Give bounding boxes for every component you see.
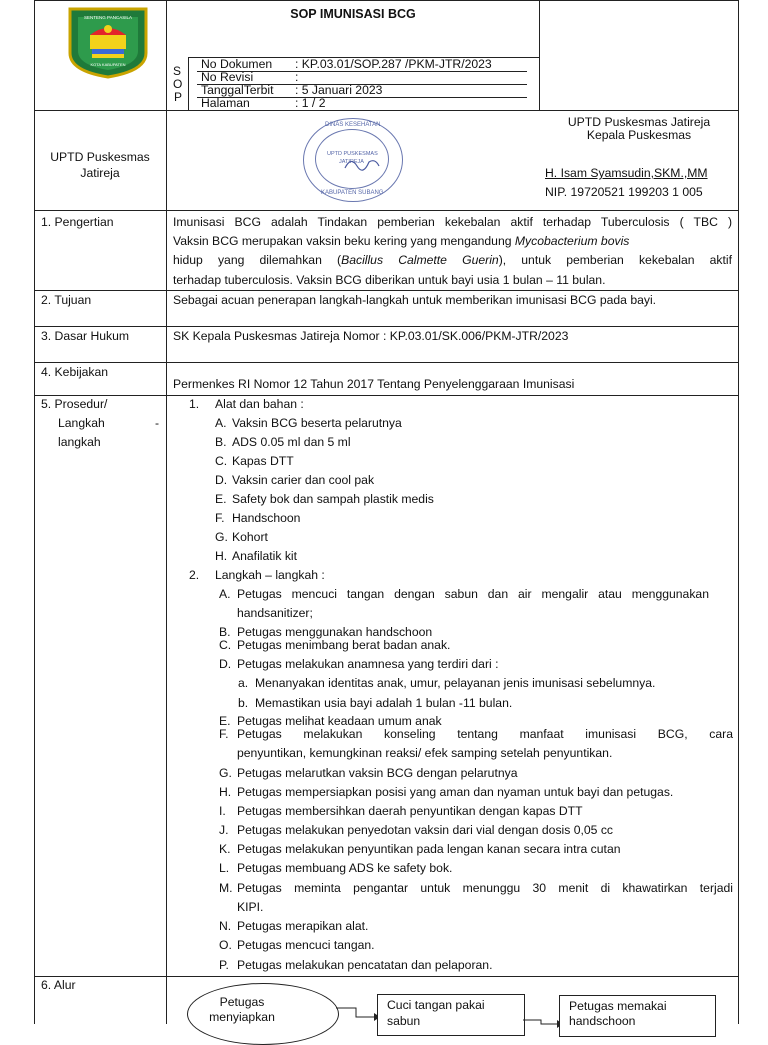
step-a-line1: Petugas mencuci tangan dengan sabun dan air mengalir atau menggunakan bbox=[237, 587, 709, 601]
meta-label-tanggal: TanggalTerbit bbox=[201, 83, 274, 97]
step-b: Petugas menggunakan handschoon bbox=[237, 625, 433, 639]
list-item-key: B. bbox=[215, 435, 227, 449]
stamp-text-mid2: JATIREJA bbox=[339, 159, 364, 165]
langkah-number: 2. bbox=[189, 568, 200, 582]
logo bbox=[68, 7, 148, 79]
list-item-key: G. bbox=[215, 530, 228, 544]
step-c: Petugas menimbang berat badan anak. bbox=[237, 638, 451, 652]
step-key: H. bbox=[219, 785, 232, 799]
pengertian-line2 bbox=[173, 234, 629, 248]
list-item-key: D. bbox=[215, 473, 228, 487]
substep-key: a. bbox=[238, 676, 249, 690]
step-key: I. bbox=[219, 804, 226, 818]
step-i: Petugas membersihkan daerah penyuntikan dengan kapas DTT bbox=[237, 804, 583, 818]
step-key: D. bbox=[219, 657, 232, 671]
substep-key: b. bbox=[238, 696, 249, 710]
step-d-a: Menanyakan identitas anak, umur, pelayanan jenis imunisasi sebelumnya. bbox=[255, 676, 656, 690]
stamp-text-top: DINAS KESEHATAN bbox=[325, 122, 381, 128]
step-key: J. bbox=[219, 823, 229, 837]
page-title: SOP IMUNISASI BCG bbox=[290, 7, 416, 21]
step-key: E. bbox=[219, 714, 231, 728]
flow-box3-line2: handschoon bbox=[569, 1014, 636, 1028]
meta-label-no-revisi: No Revisi bbox=[201, 70, 254, 84]
step-key: N. bbox=[219, 919, 232, 933]
list-item-key: H. bbox=[215, 549, 228, 563]
step-key: F. bbox=[219, 727, 229, 741]
step-k: Petugas melakukan penyuntikan pada lengan kanan secara intra cutan bbox=[237, 842, 621, 856]
kebijakan-text: Permenkes RI Nomor 12 Tahun 2017 Tentang Penyelenggaraan Imunisasi bbox=[173, 377, 575, 391]
list-item: Kapas DTT bbox=[232, 454, 294, 468]
alat-title: Alat dan bahan : bbox=[215, 397, 304, 411]
step-key: K. bbox=[219, 842, 231, 856]
meta-label-no-dokumen: No Dokumen bbox=[201, 57, 273, 71]
section-label-langkah2: langkah bbox=[58, 435, 101, 449]
flow-arrow-2 bbox=[523, 1012, 563, 1028]
list-item: Handschoon bbox=[232, 511, 301, 525]
step-key: L. bbox=[219, 861, 230, 875]
flow-start-line1: Petugas bbox=[219, 995, 265, 1009]
stamp-text-mid1: UPTD PUSKESMAS bbox=[327, 151, 378, 157]
step-o: Petugas mencuci tangan. bbox=[237, 938, 375, 952]
signatory-position: Kepala Puskesmas bbox=[586, 128, 692, 142]
official-stamp bbox=[303, 118, 403, 202]
list-item-key: C. bbox=[215, 454, 228, 468]
sop-letter-s: S bbox=[173, 64, 182, 78]
section-label-langkah: Langkah bbox=[58, 416, 105, 430]
logo-text-bottom: KOTA KABUPATEN bbox=[90, 62, 126, 67]
list-item: Vaksin carier dan cool pak bbox=[232, 473, 375, 487]
section-label-prosedur: 5. Prosedur/ bbox=[41, 397, 108, 411]
step-key: M. bbox=[219, 881, 233, 895]
meta-label-halaman: Halaman bbox=[201, 96, 250, 110]
section-label-dasar-hukum: 3. Dasar Hukum bbox=[41, 329, 130, 343]
step-g: Petugas melarutkan vaksin BCG dengan pelarutnya bbox=[237, 766, 518, 780]
signature-scribble bbox=[343, 154, 383, 174]
step-f-line1: Petugas melakukan konseling tentang manfaat imunisasi BCG, cara bbox=[237, 727, 733, 741]
step-f-line2: penyuntikan, kemungkinan reaksi/ efek samping setelah penyuntikan. bbox=[237, 746, 613, 760]
signatory-nip: NIP. 19720521 199203 1 005 bbox=[545, 185, 703, 199]
org-name-line2: Jatireja bbox=[80, 166, 120, 180]
list-item-key: A. bbox=[215, 416, 227, 430]
step-j: Petugas melakukan penyedotan vaksin dari vial dengan dosis 0,05 cc bbox=[237, 823, 614, 837]
pengertian-line3-c: ), untuk pemberian kekebalan aktif bbox=[498, 253, 733, 267]
pengertian-line3 bbox=[173, 253, 732, 267]
langkah-title: Langkah – langkah : bbox=[215, 568, 325, 582]
meta-value-no-revisi: : bbox=[295, 70, 299, 84]
alat-number: 1. bbox=[189, 397, 200, 411]
step-h: Petugas mempersiapkan posisi yang aman dan nyaman untuk bayi dan petugas. bbox=[237, 785, 674, 799]
step-l: Petugas membuang ADS ke safety bok. bbox=[237, 861, 453, 875]
meta-value-halaman: : 1 / 2 bbox=[295, 96, 326, 110]
pengertian-line4: terhadap tuberculosis. Vaksin BCG diberikan untuk bayi usia 1 bulan – 11 bulan. bbox=[173, 273, 606, 287]
list-item: Anafilatik kit bbox=[232, 549, 298, 563]
meta-value-no-dokumen: : KP.03.01/SOP.287 /PKM-JTR/2023 bbox=[295, 57, 492, 71]
flow-start-line2: menyiapkan bbox=[209, 1010, 275, 1024]
step-e: Petugas melihat keadaan umum anak bbox=[237, 714, 442, 728]
step-m-line2: KIPI. bbox=[237, 900, 264, 914]
sop-letter-p: P bbox=[174, 90, 183, 104]
signatory-org: UPTD Puskesmas Jatireja bbox=[567, 115, 711, 129]
section-label-alur: 6. Alur bbox=[41, 978, 76, 992]
tujuan-text: Sebagai acuan penerapan langkah-langkah untuk memberikan imunisasi BCG pada bayi. bbox=[173, 293, 657, 307]
meta-value-tanggal: : 5 Januari 2023 bbox=[295, 83, 383, 97]
pengertian-line3-a: hidup yang dilemahkan ( bbox=[173, 253, 342, 267]
list-item-key: E. bbox=[215, 492, 227, 506]
section-label-kebijakan: 4. Kebijakan bbox=[41, 365, 109, 379]
pengertian-strain: Bacillus Calmette Guerin bbox=[341, 253, 499, 267]
list-item: Kohort bbox=[232, 530, 268, 544]
org-name-line1: UPTD Puskesmas bbox=[50, 150, 150, 164]
list-item: Safety bok dan sampah plastik medis bbox=[232, 492, 434, 506]
section-label-dash: - bbox=[155, 416, 160, 430]
signatory-name: H. Isam Syamsudin,SKM.,MM bbox=[545, 166, 708, 180]
section-label-pengertian: 1. Pengertian bbox=[41, 215, 114, 229]
flow-arrow-1 bbox=[336, 1005, 380, 1021]
step-key: C. bbox=[219, 638, 232, 652]
pengertian-line1: Imunisasi BCG adalah Tindakan pemberian kekebalan aktif terhadap Tuberculosis ( TBC ) bbox=[173, 215, 732, 229]
list-item: Vaksin BCG beserta pelarutnya bbox=[232, 416, 402, 430]
step-d-b: Memastikan usia bayi adalah 1 bulan -11 bulan. bbox=[255, 696, 513, 710]
step-key: B. bbox=[219, 625, 231, 639]
dasar-hukum-text: SK Kepala Puskesmas Jatireja Nomor : KP.03.01/SK.006/PKM-JTR/2023 bbox=[173, 329, 569, 343]
step-d: Petugas melakukan anamnesa yang terdiri dari : bbox=[237, 657, 499, 671]
flow-box3-line1: Petugas memakai bbox=[569, 999, 667, 1013]
pengertian-species: Mycobacterium bovis bbox=[514, 234, 630, 248]
step-key: O. bbox=[219, 938, 232, 952]
step-key: A. bbox=[219, 587, 231, 601]
sop-letter-o: O bbox=[173, 77, 183, 91]
pengertian-line2-text: Vaksin BCG merupakan vaksin beku kering yang mengandung bbox=[173, 234, 515, 248]
logo-text-top: SENTENG PANCASILA bbox=[84, 15, 132, 20]
list-item-key: F. bbox=[215, 511, 225, 525]
step-m-line1: Petugas meminta pengantar untuk menunggu 30 menit di khawatirkan terjadi bbox=[237, 881, 733, 895]
list-item: ADS 0.05 ml dan 5 ml bbox=[232, 435, 351, 449]
step-key: P. bbox=[219, 958, 229, 972]
flow-box2-line2: sabun bbox=[387, 1014, 421, 1028]
step-key: G. bbox=[219, 766, 232, 780]
step-p: Petugas melakukan pencatatan dan pelaporan. bbox=[237, 958, 493, 972]
stamp-text-bottom: KABUPATEN SUBANG bbox=[321, 190, 384, 196]
flow-box2-line1: Cuci tangan pakai bbox=[387, 998, 485, 1012]
section-label-tujuan: 2. Tujuan bbox=[41, 293, 92, 307]
step-a-line2: handsanitizer; bbox=[237, 606, 313, 620]
step-n: Petugas merapikan alat. bbox=[237, 919, 369, 933]
